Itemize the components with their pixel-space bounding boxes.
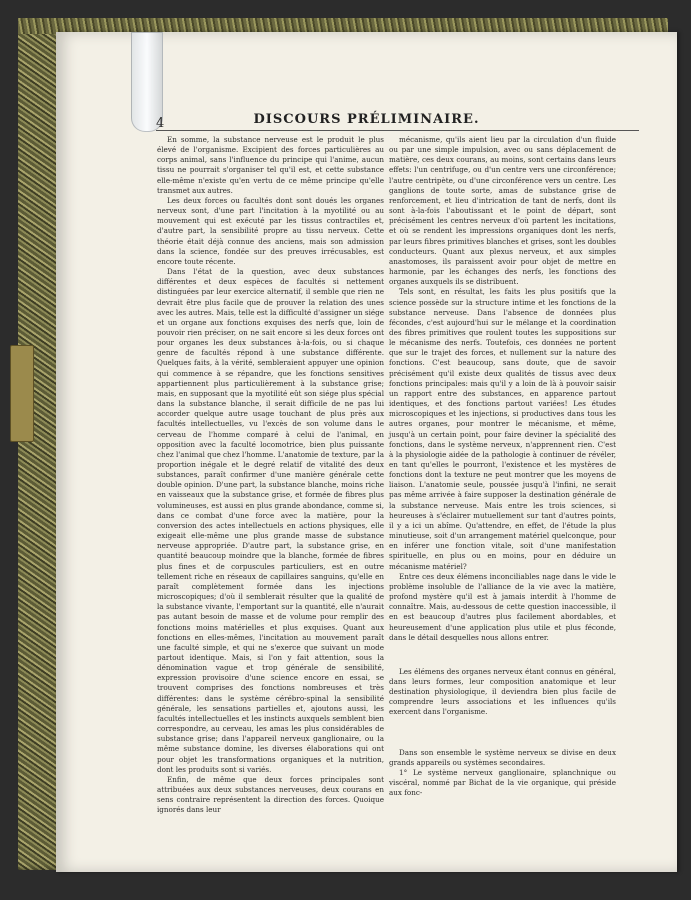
paragraph: Entre ces deux élémens inconciliables nage dans le vide le problème insoluble de l'alliance de la vie avec la matière, profond mystère qu'il est à jamais interdit à l'homme de connaître. Mais, au-dessous de cette question inaccessible, il en est beaucoup d'autres plus facilement abordables, et heureusement d'une application plus utile et plus féconde, dans le détail desquelles nous allons entrer. bbox=[389, 571, 616, 642]
paragraph: En somme, la substance nerveuse est le produit le plus élevé de l'organisme. Excipient des forces particulières au corps animal, sans l'influence du principe qui l'anime, aucun tissu ne pourrait s'organiser tel qu'il est, et cette substance elle-même n'existe qu'en vertu de ce même principe qu'elle transmet aux autres. bbox=[157, 135, 384, 195]
running-title: DISCOURS PRÉLIMINAIRE. bbox=[253, 112, 480, 127]
paragraph: Tels sont, en résultat, les faits les plus positifs que la science possède sur la structure intime et les fonctions de la substance nerveuse. Dans l'absence de données plus fécondes, c'est aujourd'hui sur le mélange et la coordination des fibres primitives que roulent toutes les suppositions sur le mécanisme des nerfs. Toutefois, ces données ne portent que sur le trajet des forces, et nullement sur la nature des fonctions. C'est beaucoup, sans doute, que de savoir précisément qu'il existe deux qualités de tissus avec deux fonctions principales: mais qu'il y a loin de là à pouvoir saisir un rapport entre des substances, en apparence partout identiques, et des fonctions partout variées! Les études microscopiques et les injections, si productives dans tous les autres organes, pour montrer le mécanisme, et même, jusqu'à un certain point, pour faire deviner la spécialité des fonctions, dans le système nerveux, n'apprennent rien. C'est à la physiologie aidée de la pathologie à continuer de révéler, en tant qu'elles le pourront, l'existence et les mystères de fonctions dont la texture ne peut montrer que les moyens de liaison. L'anatomie seule, poussée jusqu'à l'infini, ne serait pas même arrivée à faire supposer la destination générale de la substance nerveuse. Mais entre les trois sciences, si heureuses à s'éclairer mutuellement sur tant d'autres points, il y a ici un abîme. Qu'attendre, en effet, de l'étude la plus minutieuse, soit d'un arrangement matériel quelconque, pour en inférer une fonction vitale, soit d'une manifestation spirituelle, en plus ou en moins, pour en déduire un mécanisme matériel? bbox=[389, 287, 616, 571]
book-page bbox=[56, 32, 677, 872]
list-item: 1° Le système nerveux ganglionaire, splanchnique ou viscéral, nommé par Bichat de la vie organique, qui préside aux fonc- bbox=[389, 767, 616, 798]
binding-tab bbox=[10, 345, 34, 442]
paragraph: Enfin, de même que deux forces principales sont attribuées aux deux substances nerveuses, deux courans en sens contraire représentent la direction des forces. Quoique ignorés dans leur bbox=[157, 774, 384, 815]
header-rule bbox=[156, 130, 639, 131]
paragraph: mécanisme, qu'ils aient lieu par la circulation d'un fluide ou par une simple impulsion, avec ou sans déplacement de matière, ces deux courans, au moins, sont certains dans leurs effets: l'un centrifuge, ou d'un centre vers une circonférence; l'autre centripète, ou d'une circonférence vers un centre. Les ganglions de toute sorte, amas de substance grise de renforcement, et lieu d'intrication de tant de nerfs, dont ils sont à-la-fois l'aboutissant et le point de départ, sont précisément les centres nerveux d'où partent les incitations, et où se rendent les impressions organiques dont les nerfs, par leurs fibres primitives blanches et grises, sont les doubles conducteurs. Quant aux plexus nerveux, et aux simples anastomoses, ils paraissent avoir pour objet de mettre en harmonie, par les échanges des nerfs, les fonctions des organes auxquels ils se distribuent. bbox=[389, 135, 616, 287]
paragraph: Les élémens des organes nerveux étant connus en général, dans leurs formes, leur composition anatomique et leur destination physiologique, il deviendra bien plus facile de comprendre leurs associations et les influences qu'ils exercent dans l'organisme. bbox=[389, 666, 616, 717]
left-column bbox=[157, 135, 384, 815]
paragraph: Les deux forces ou facultés dont sont doués les organes nerveux sont, d'une part l'incitation à la myotilité ou au mouvement qui est exécuté par les tissus contractiles et, d'autre part, la sensibilité propre au tissu nerveux. Cette théorie était déjà connue des anciens, mais son admission dans la science, fondée sur des preuves irrécusables, est encore toute récente. bbox=[157, 195, 384, 266]
page-number: 4 bbox=[156, 116, 165, 131]
right-column bbox=[389, 135, 616, 798]
paragraph: Dans son ensemble le système nerveux se divise en deux grands appareils ou systèmes secondaires. bbox=[389, 747, 616, 767]
paragraph: Dans l'état de la question, avec deux substances différentes et deux espèces de facultés si nettement distinguées par leur exercice alternatif, il semble que rien ne devrait être plus facile que de prouver la relation des unes avec les autres. Mais, telle est la difficulté d'assigner un siége et un organe aux fonctions exquises des nerfs que, loin de pouvoir rien préciser, on ne sait encore si les deux forces ont pour organes les deux substances à-la-fois, ou si chaque genre de facultés répond à une substance différente. Quelques faits, à la vérité, sembleraient appuyer une opinion qui commence à se répandre, que les fonctions sensitives appartiennent plus particulièrement à la substance grise; mais, en supposant que la myotilité eût son siége plus spécial dans la substance blanche, il serait difficile de ne pas lui accorder quelque autre usage touchant de plus près aux facultés intellectuelles, vu l'excès de son volume dans le cerveau de l'homme comparé à celui de l'animal, en opposition avec la faculté locomotrice, bien plus puissante chez l'animal que chez l'homme. L'anatomie de texture, par la proportion inégale et le degré relatif de vitalité des deux substances, paraît confirmer d'une manière générale cette double opinion. D'une part, la substance blanche, moins riche en vaisseaux que la substance grise, et formée de fibres plus volumineuses, est aussi en plus grande abondance, comme si, dans ce combat d'une force avec la matière, pour la conversion des actes intellectuels en actions physiques, elle exigeait elle-même une plus grande masse de substance nerveuse appropriée. D'autre part, la substance grise, en quantité beaucoup moindre que la blanche, formée de fibres plus fines et de corpuscules particuliers, est en outre tellement riche en réseaux de capillaires sanguins, qu'elle en paraît complètement formée dans les injections microscopiques; d'où il semblerait résulter que la qualité de la substance vivante, l'emportant sur la quantité, elle n'aurait pas autant besoin de masse et de volume pour remplir des fonctions moins matérielles et plus exquises. Quant aux fonctions en elles-mêmes, l'incitation au mouvement paraît une faculté simple, et qui ne s'exerce que suivant un mode partout identique. Mais, si l'on y fait attention, sous la dénomination vague et trop générale de sensibilité, expression provisoire d'une science encore en essai, se trouvent comprises des fonctions nombreuses et très différentes: dans le système cérébro-spinal la sensibilité générale, les sensations partielles et, ajoutons aussi, les facultés intellectuelles et les instincts auxquels semblent bien correspondre, au cerveau, les amas les plus considérables de substance grise; dans l'appareil nerveux ganglionaire, ou la même substance domine, les diverses élaborations qui ont pour objet les transformations organiques et la nutrition, dont les produits sont si variés. bbox=[157, 267, 384, 774]
